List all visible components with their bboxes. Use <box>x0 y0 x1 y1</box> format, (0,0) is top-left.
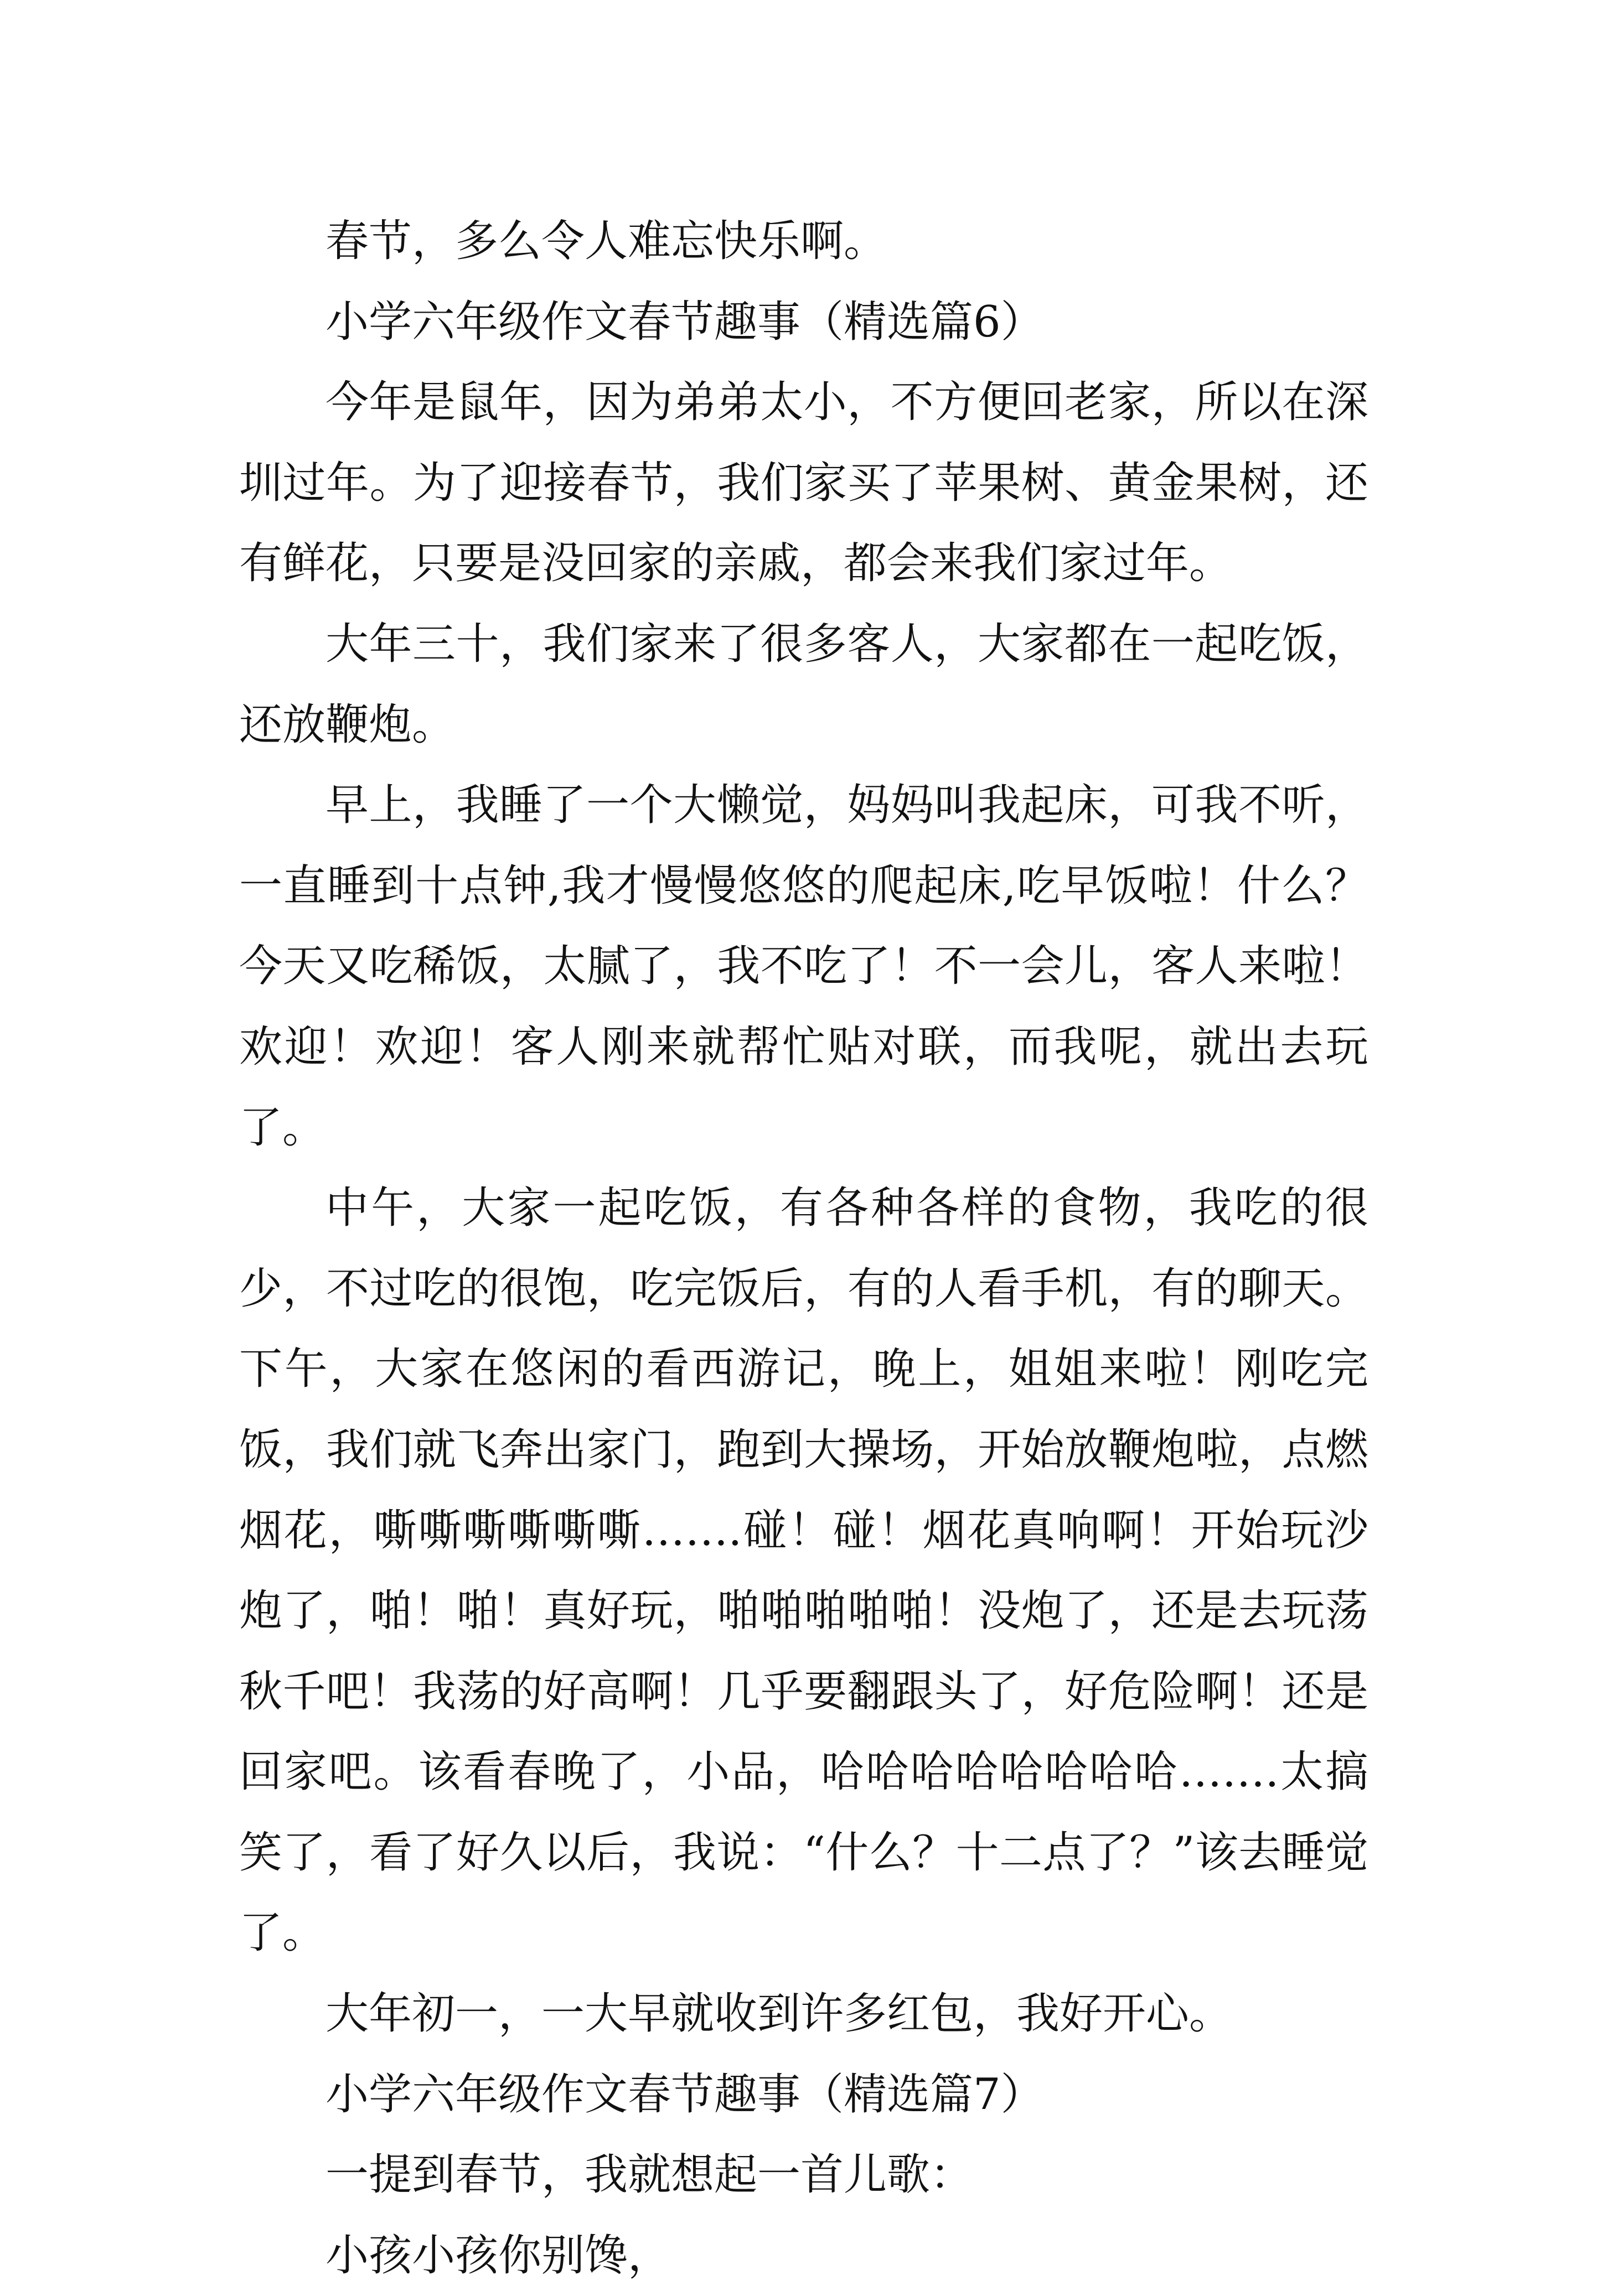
paragraph: 大年三十，我们家来了很多客人，大家都在一起吃饭，还放鞭炮。 <box>239 619 1368 750</box>
poem-line: 小孩小孩你别馋， <box>325 2230 671 2281</box>
document-body <box>239 201 1368 2296</box>
paragraph: 中午，大家一起吃饭，有各种各样的食物，我吃的很少，不过吃的很饱，吃完饭后，有的人看手机，有的聊天。下午，大家在悠闲的看西游记，晚上，姐姐来啦！刚吃完饭，我们就飞奔出家门，跑到大操场，开始放鞭炮啦，点燃烟花，嘶嘶嘶嘶嘶嘶…….碰！碰！烟花真响啊！开始玩沙炮了，啪！啪！真好玩，啪啪啪啪啪！没炮了，还是去玩荡秋千吧！我荡的好高啊！几乎要翻跟头了，好危险啊！还是回家吧。该看春晚了，小品，哈哈哈哈哈哈哈哈…….太搞笑了，看了好久以后，我说：“什么？十二点了？”该去睡觉了。 <box>239 1183 1368 1958</box>
paragraph-closing-line: 春节，多么令人难忘快乐啊。 <box>325 216 887 266</box>
paragraph: 一提到春节，我就想起一首儿歌： <box>325 2150 974 2200</box>
paragraph: 大年初一，一大早就收到许多红包，我好开心。 <box>325 1989 1233 2039</box>
paragraph: 今年是鼠年，因为弟弟太小，不方便回老家，所以在深圳过年。为了迎接春节，我们家买了苹果树、黄金果树，还有鲜花，只要是没回家的亲戚，都会来我们家过年。 <box>239 377 1368 589</box>
paragraph: 早上，我睡了一个大懒觉，妈妈叫我起床，可我不听，一直睡到十点钟,我才慢慢悠悠的爬起床,吃早饭啦！什么？今天又吃稀饭，太腻了，我不吃了！不一会儿，客人来啦！欢迎！欢迎！客人刚来就帮忙贴对联，而我呢，就出去玩了。 <box>239 780 1368 1153</box>
section-heading-7: 小学六年级作文春节趣事（精选篇7） <box>325 2069 1044 2119</box>
section-heading-6: 小学六年级作文春节趣事（精选篇6） <box>325 297 1044 347</box>
